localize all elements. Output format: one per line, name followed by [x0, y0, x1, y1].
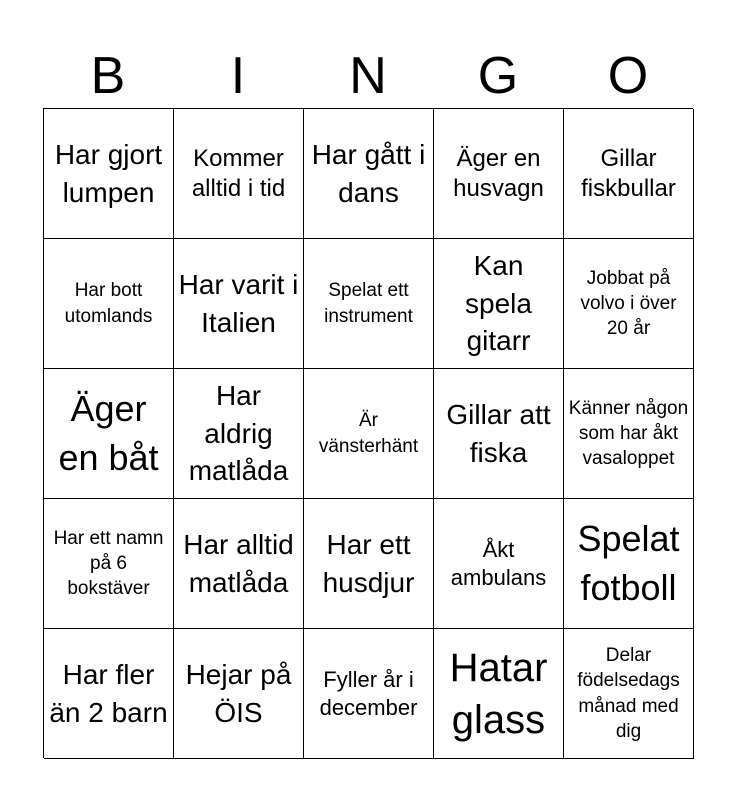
- bingo-cell[interactable]: [44, 499, 174, 629]
- bingo-cell-text: Har ett husdjur: [322, 528, 415, 598]
- bingo-cell[interactable]: [434, 499, 564, 629]
- bingo-cell-text: Spelat fotboll: [577, 517, 680, 608]
- bingo-cell-text: Är vänsterhänt: [318, 410, 419, 457]
- bingo-cell-text: Kan spela gitarr: [465, 249, 532, 357]
- bingo-cell[interactable]: [434, 239, 564, 369]
- bingo-cell[interactable]: [564, 239, 694, 369]
- bingo-cell-text: Spelat ett instrument: [324, 280, 413, 327]
- bingo-cell-text: Kommer alltid i tid: [191, 144, 286, 202]
- header-letter-n: N: [349, 47, 387, 105]
- bingo-cell[interactable]: [434, 369, 564, 499]
- bingo-cell[interactable]: [304, 109, 434, 239]
- header-letter-g: G: [477, 47, 519, 105]
- bingo-cell-text: Jobbat på volvo i över 20 år: [580, 267, 677, 340]
- bingo-card-grid: [43, 108, 693, 758]
- bingo-cell[interactable]: [304, 499, 434, 629]
- bingo-cell-text: Hatar glass: [449, 645, 548, 742]
- bingo-cell[interactable]: [44, 109, 174, 239]
- bingo-cell-text: Har bott utomlands: [64, 280, 153, 327]
- bingo-cell[interactable]: [434, 109, 564, 239]
- header-letter-i: I: [230, 47, 246, 105]
- bingo-cell-text: Hejar på ÖIS: [185, 658, 292, 728]
- bingo-cell-text: Äger en båt: [58, 387, 159, 478]
- bingo-cell-text: Äger en husvagn: [453, 144, 544, 202]
- bingo-cell-text: Har alltid matlåda: [183, 528, 294, 598]
- bingo-cell[interactable]: [564, 499, 694, 629]
- bingo-header: [43, 44, 693, 108]
- bingo-cell-text: Har aldrig matlåda: [188, 379, 289, 487]
- bingo-cell-text: Delar födelsedags månad med dig: [577, 645, 680, 742]
- bingo-cell-text: Har varit i Italien: [178, 268, 299, 338]
- bingo-cell-text: Åkt ambulans: [450, 537, 547, 590]
- bingo-cell[interactable]: [564, 369, 694, 499]
- bingo-cell[interactable]: [564, 109, 694, 239]
- bingo-cell[interactable]: [44, 629, 174, 759]
- bingo-cell[interactable]: [174, 239, 304, 369]
- bingo-cell[interactable]: [564, 629, 694, 759]
- bingo-cell-text: Känner någon som har åkt vasaloppet: [568, 397, 689, 470]
- bingo-cell-text: Gillar fiskbullar: [581, 144, 676, 202]
- bingo-cell[interactable]: [304, 369, 434, 499]
- bingo-cell[interactable]: [44, 239, 174, 369]
- header-letter-o: O: [607, 47, 649, 105]
- bingo-cell-text: Fyller år i december: [319, 667, 418, 720]
- bingo-cell[interactable]: [174, 109, 304, 239]
- bingo-cell[interactable]: [304, 629, 434, 759]
- bingo-cell[interactable]: [174, 629, 304, 759]
- bingo-cell[interactable]: [434, 629, 564, 759]
- bingo-cell-text: Har gått i dans: [311, 138, 426, 208]
- bingo-cell[interactable]: [304, 239, 434, 369]
- bingo-cell[interactable]: [44, 369, 174, 499]
- bingo-cell[interactable]: [174, 369, 304, 499]
- bingo-cell-text: Har fler än 2 barn: [49, 658, 168, 728]
- bingo-cell-text: Har gjort lumpen: [54, 138, 163, 208]
- bingo-cell[interactable]: [174, 499, 304, 629]
- bingo-cell-text: Har ett namn på 6 bokstäver: [53, 527, 164, 600]
- bingo-cell-text: Gillar att fiska: [446, 398, 551, 468]
- header-letter-b: B: [90, 47, 126, 105]
